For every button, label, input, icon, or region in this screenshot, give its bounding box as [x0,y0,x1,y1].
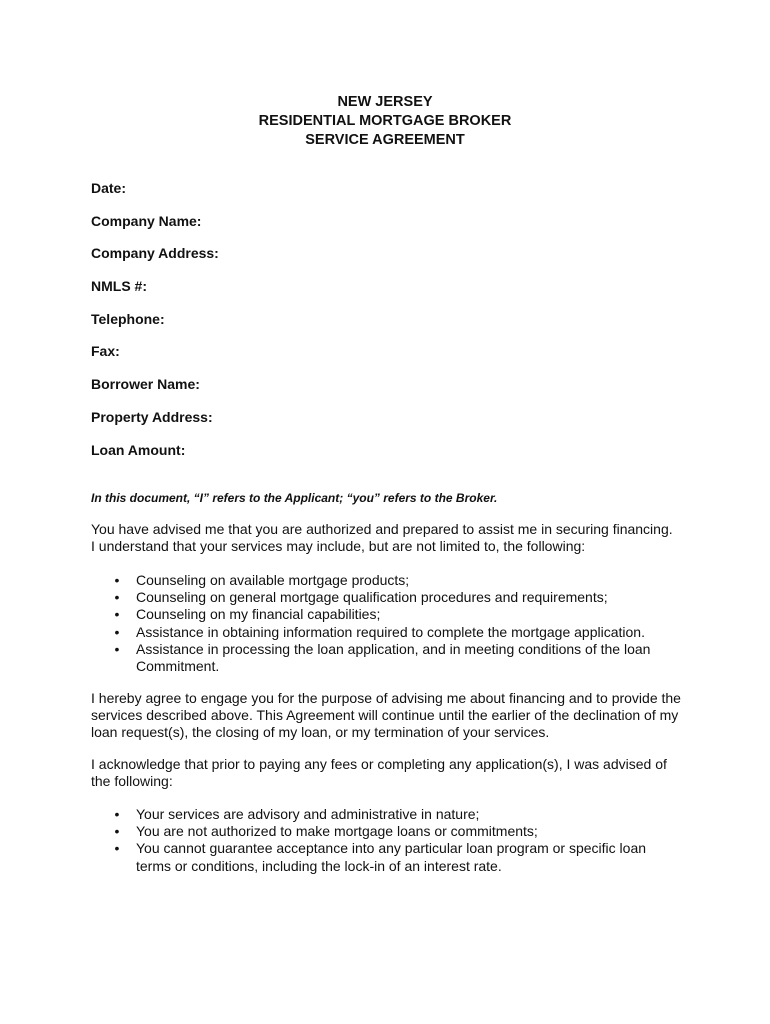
field-borrower-name: Borrower Name: [91,376,200,393]
agreement-paragraph [91,690,691,741]
field-property-address: Property Address: [91,408,213,425]
title-line-2: RESIDENTIAL MORTGAGE BROKER [258,113,512,129]
field-telephone: Telephone: [91,310,165,327]
list-item-line: Assistance in processing the loan application, and in meeting conditions of the loan [136,640,651,657]
title-line-1: NEW JERSEY [337,94,433,110]
agreement-line-2: services described above. This Agreement will continue until the earlier of the declination of my [91,707,679,723]
field-company-address: Company Address: [91,245,219,262]
intro-paragraph [91,521,691,555]
list-item [91,840,711,874]
list-item [91,641,711,675]
field-company-name: Company Name: [91,212,202,229]
field-loan-amount: Loan Amount: [91,441,186,458]
bullet-icon: • [114,589,120,606]
document-title [0,93,770,150]
intro-line-1: You have advised me that you are authorized and prepared to assist me in securing financing. [91,521,673,537]
bullet-icon: • [114,823,120,840]
field-nmls: NMLS #: [91,278,147,295]
definition-statement: In this document, “I” refers to the Applicant; “you” refers to the Broker. [91,491,498,505]
list-item-line: Your services are advisory and administrative in nature; [136,806,480,822]
bullet-icon: • [114,806,120,822]
list-item-line: Assistance in obtaining information required to complete the mortgage application. [136,623,645,640]
title-line-3: SERVICE AGREEMENT [305,132,465,148]
field-fax: Fax: [91,343,120,360]
list-item-line: Commitment. [136,658,220,675]
list-item-line: terms or conditions, including the lock-in of an interest rate. [136,857,502,874]
field-date: Date: [91,180,127,196]
list-item-line: You cannot guarantee acceptance into any particular loan program or specific loan [136,840,647,857]
bullet-icon: • [114,623,120,640]
list-item [91,606,711,623]
list-item-line: You are not authorized to make mortgage loans or commitments; [136,823,538,840]
acknowledge-line-2: the following: [91,773,173,789]
bullet-icon: • [114,640,120,657]
list-item-line: Counseling on my financial capabilities; [136,606,381,623]
intro-line-2: I understand that your services may include, but are not limited to, the following: [91,538,586,554]
agreement-line-1: I hereby agree to engage you for the purpose of advising me about financing and to provide the [91,690,681,706]
bullet-icon: • [114,840,120,857]
list-item-line: Counseling on available mortgage products; [136,572,410,588]
list-item [91,589,711,606]
bullet-icon: • [114,572,120,588]
advisories-list [91,806,711,875]
list-item [91,823,711,840]
list-item [91,806,711,823]
list-item [91,624,711,641]
list-item [91,572,711,589]
list-item-line: Counseling on general mortgage qualification procedures and requirements; [136,589,608,606]
services-list [91,572,711,675]
acknowledge-line-1: I acknowledge that prior to paying any fees or completing any application(s), I was advised of [91,756,667,772]
acknowledge-paragraph [91,756,691,790]
agreement-line-3: loan request(s), the closing of my loan, or my termination of your services. [91,724,550,740]
bullet-icon: • [114,606,120,623]
agreement-fields [91,180,691,474]
